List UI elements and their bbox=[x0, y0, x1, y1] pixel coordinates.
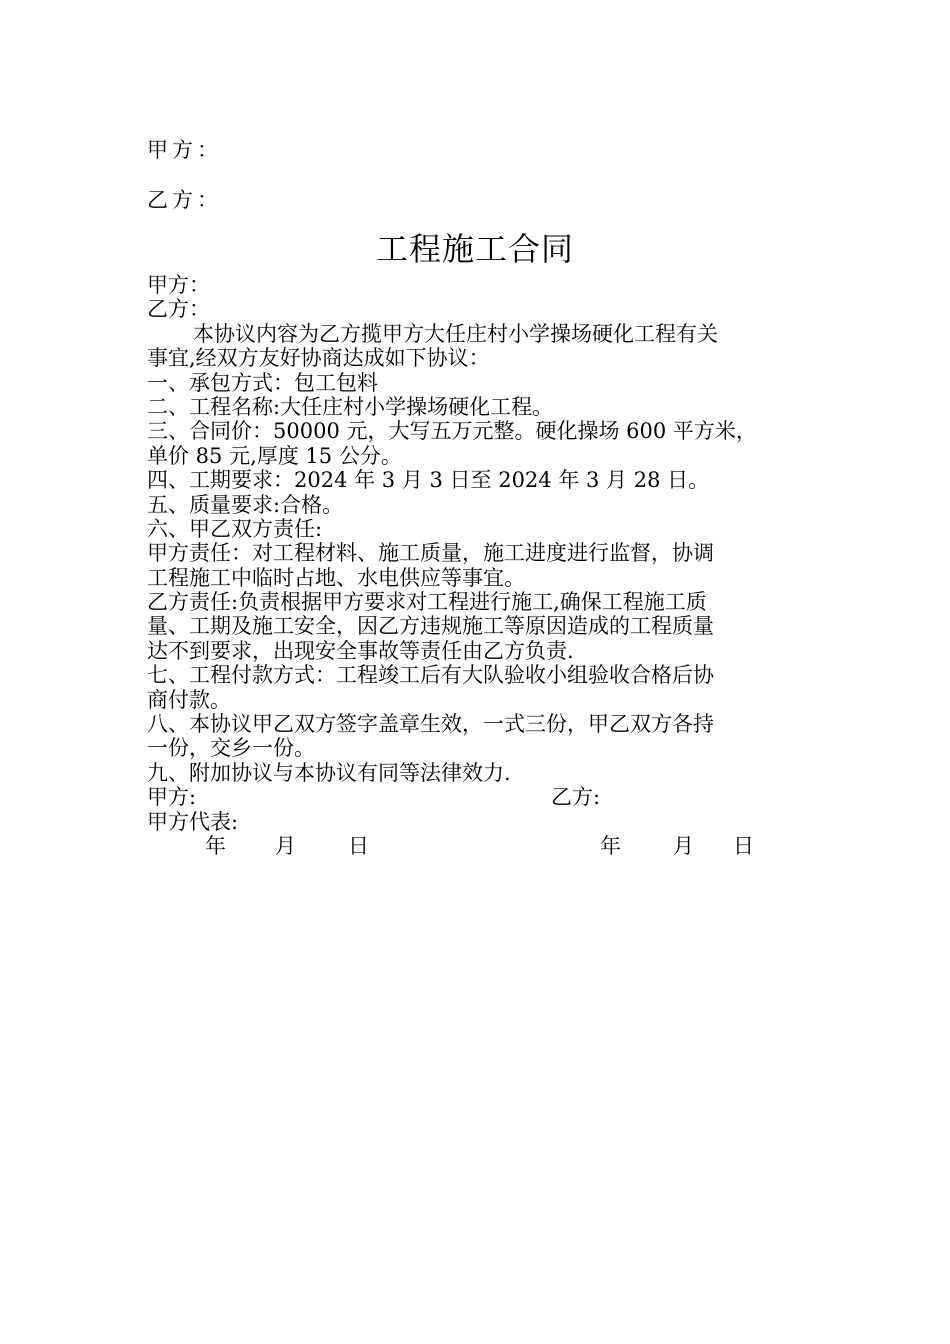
signature-party-a: 甲方: bbox=[147, 785, 197, 810]
clause-9: 九、附加协议与本协议有同等法律效力. bbox=[147, 760, 511, 785]
party-a-label: 甲方： bbox=[147, 273, 210, 297]
clause-8-line-2: 一份，交乡一份。 bbox=[147, 736, 315, 761]
party-b-year: 年 bbox=[600, 833, 621, 858]
party-b-day: 日 bbox=[733, 833, 754, 858]
clause-6b-line-3: 达不到要求，出现安全事故等责任由乙方负责. bbox=[147, 638, 574, 663]
header-party-b: 乙方： bbox=[147, 188, 222, 212]
clause-8-line-1: 八、本协议甲乙双方签字盖章生效，一式三份，甲乙双方各持 bbox=[147, 712, 714, 737]
clause-7-line-1: 七、工程付款方式：工程竣工后有大队验收小组验收合格后协 bbox=[147, 663, 714, 688]
contract-title: 工程施工合同 bbox=[375, 230, 574, 268]
clause-7-line-2: 商付款。 bbox=[147, 687, 231, 712]
party-a-day: 日 bbox=[348, 833, 369, 858]
party-a-month: 月 bbox=[275, 833, 296, 858]
intro-line-2: 事宜,经双方友好协商达成如下协议： bbox=[147, 346, 490, 371]
clause-2: 二、工程名称:大任庄村小学操场硬化工程。 bbox=[147, 394, 554, 419]
signature-row bbox=[147, 785, 807, 809]
signature-party-a-rep: 甲方代表: bbox=[147, 809, 239, 834]
clause-3-line-1: 三、合同价：50000 元，大写五万元整。硬化操场 600 平方米， bbox=[147, 419, 757, 444]
clause-5: 五、质量要求:合格。 bbox=[147, 492, 344, 517]
clause-6a-line-1: 甲方责任：对工程材料、施工质量，施工进度进行监督，协调 bbox=[147, 541, 714, 566]
signature-party-b: 乙方: bbox=[551, 785, 601, 810]
clause-4: 四、工期要求：2024 年 3 月 3 日至 2024 年 3 月 28 日。 bbox=[147, 468, 710, 493]
contract-body bbox=[147, 273, 807, 858]
clause-1: 一、承包方式：包工包料 bbox=[147, 370, 378, 395]
header-party-a: 甲方： bbox=[147, 138, 222, 162]
clause-6b-line-2: 量、工期及施工安全，因乙方违规施工等原因造成的工程质量 bbox=[147, 614, 714, 639]
clause-3-line-2: 单价 85 元,厚度 15 公分。 bbox=[147, 443, 402, 468]
party-b-month: 月 bbox=[673, 833, 694, 858]
date-row bbox=[147, 834, 807, 858]
clause-6: 六、甲乙双方责任: bbox=[147, 516, 323, 541]
party-b-label: 乙方： bbox=[147, 297, 210, 322]
clause-6a-line-2: 工程施工中临时占地、水电供应等事宜。 bbox=[147, 565, 525, 590]
intro-line-1: 本协议内容为乙方揽甲方大任庄村小学操场硬化工程有关 bbox=[193, 321, 718, 346]
party-a-year: 年 bbox=[205, 833, 226, 858]
clause-6b-line-1: 乙方责任:负责根据甲方要求对工程进行施工,确保工程施工质 bbox=[147, 590, 707, 615]
